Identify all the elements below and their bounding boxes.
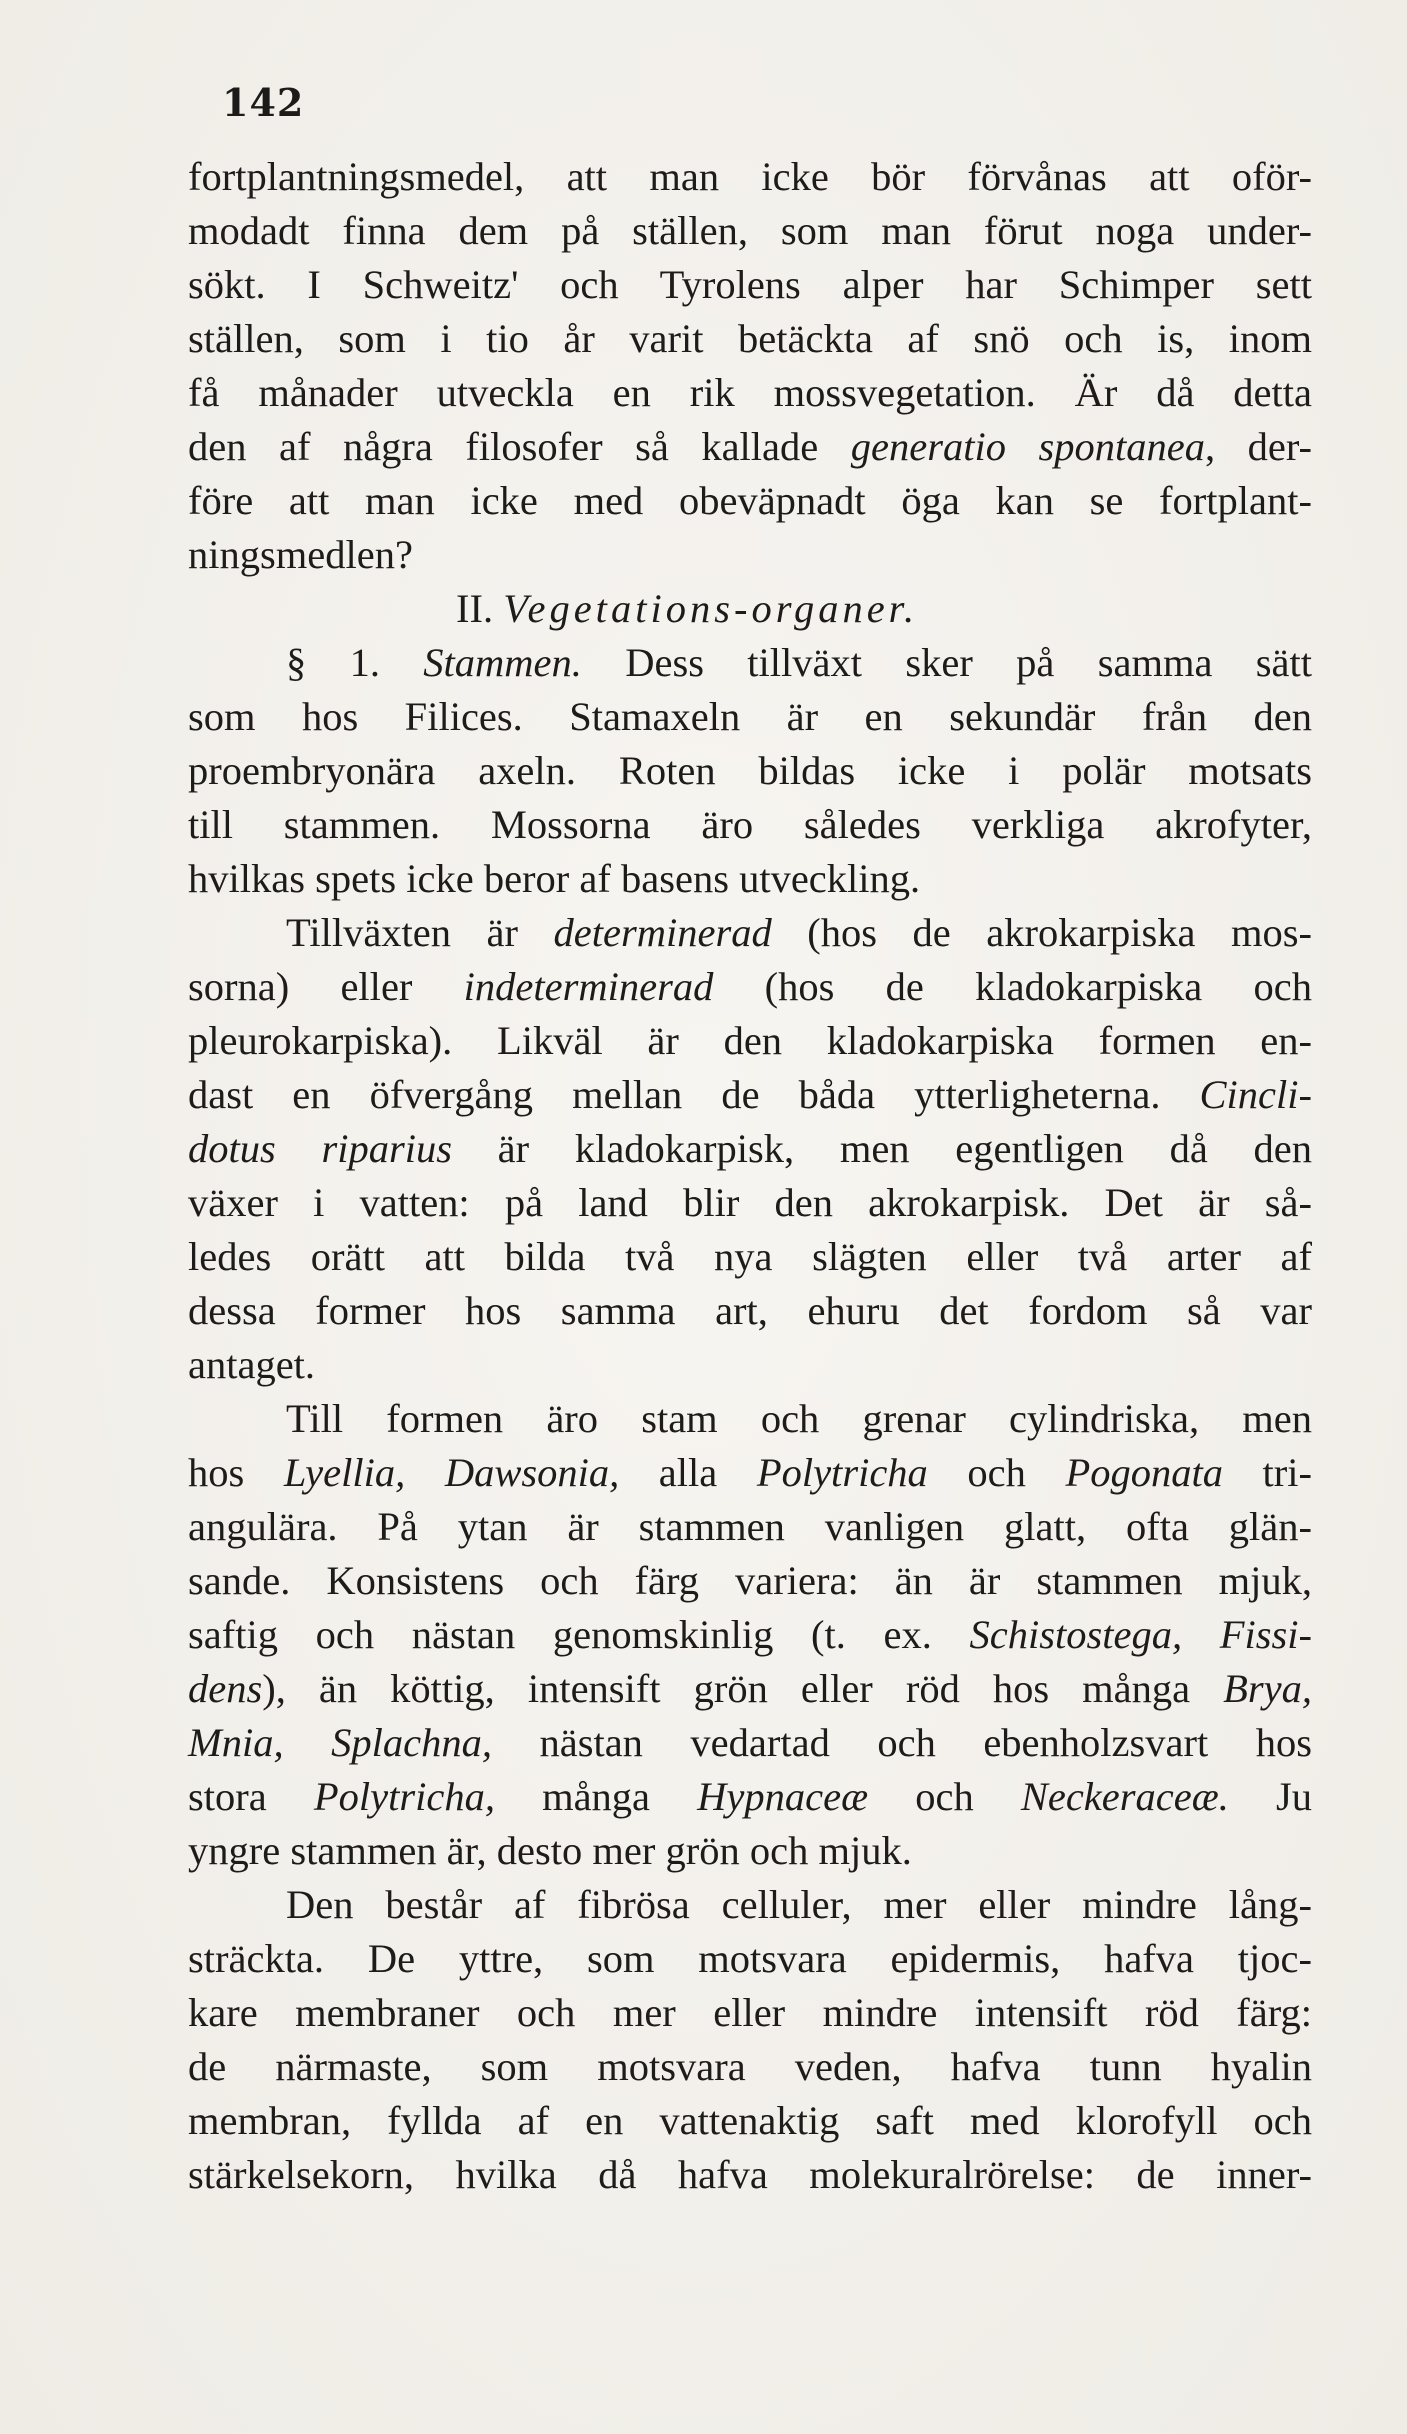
- text-segment: II.: [456, 586, 504, 631]
- body-text: [188, 150, 1312, 2202]
- text-line: [188, 1878, 1312, 1932]
- italic-text: Polytricha,: [313, 1774, 495, 1819]
- text-segment: Tillväxten är: [286, 910, 554, 955]
- text-line: [188, 1284, 1312, 1338]
- text-segment: yngre stammen är, desto mer grön och mjuk.: [188, 1828, 912, 1873]
- italic-text: determinerad: [553, 910, 772, 955]
- text-segment: ningsmedlen?: [188, 532, 413, 577]
- text-segment: antaget.: [188, 1342, 316, 1387]
- text-segment: fortplantningsmedel, att man icke bör förvånas att oför-: [188, 154, 1312, 199]
- text-line: [188, 258, 1312, 312]
- text-segment: angulära. På ytan är stammen vanligen glatt, ofta glän-: [188, 1504, 1312, 1549]
- text-segment: saftig och nästan genomskinlig (t. ex.: [188, 1612, 970, 1657]
- italic-text: generatio spontanea: [850, 424, 1205, 469]
- text-segment: dast en öfvergång mellan de båda ytterligheterna.: [188, 1072, 1200, 1117]
- text-line: [188, 1716, 1312, 1770]
- text-segment: (hos de akrokarpiska mos-: [771, 910, 1312, 955]
- text-line: [188, 1014, 1312, 1068]
- text-segment: , der-: [1204, 424, 1312, 469]
- text-segment: modadt finna dem på ställen, som man förut noga under-: [188, 208, 1312, 253]
- text-segment: § 1.: [286, 640, 424, 685]
- italic-text: Neckeraceæ.: [1020, 1774, 1229, 1819]
- italic-text: Polytricha: [756, 1450, 928, 1495]
- text-line: [188, 420, 1312, 474]
- text-segment: de närmaste, som motsvara veden, hafva tunn hyalin: [188, 2044, 1312, 2089]
- text-segment: hos: [188, 1450, 284, 1495]
- text-line: [188, 1392, 1312, 1446]
- text-line: [188, 474, 1312, 528]
- text-segment: många: [494, 1774, 698, 1819]
- italic-text: dens: [188, 1666, 263, 1711]
- text-line: [188, 1932, 1312, 1986]
- text-segment: få månader utveckla en rik mossvegetation. Är då detta: [188, 370, 1312, 415]
- text-segment: stora: [188, 1774, 314, 1819]
- text-segment: och: [868, 1774, 1021, 1819]
- text-segment: stärkelsekorn, hvilka då hafva molekuralrörelse: de inner-: [188, 2152, 1312, 2197]
- text-line: [188, 1446, 1312, 1500]
- text-line: [188, 852, 1312, 906]
- text-line: [188, 2040, 1312, 2094]
- text-segment: Ju: [1228, 1774, 1312, 1819]
- text-segment: som hos Filices. Stamaxeln är en sekundär från den: [188, 694, 1312, 739]
- text-segment: ställen, som i tio år varit betäckta af snö och is, inom: [188, 316, 1312, 361]
- text-line: [188, 1608, 1312, 1662]
- text-segment: dessa former hos samma art, ehuru det fordom så var: [188, 1288, 1312, 1333]
- text-line: [188, 1770, 1312, 1824]
- text-segment: proembryonära axeln. Roten bildas icke i polär motsats: [188, 748, 1312, 793]
- text-line: [188, 1500, 1312, 1554]
- text-line: [188, 366, 1312, 420]
- italic-text: Mnia, Splachna,: [188, 1720, 492, 1765]
- italic-text: Stammen.: [423, 640, 582, 685]
- text-segment: Till formen äro stam och grenar cylindriska, men: [286, 1396, 1312, 1441]
- text-line: [188, 1554, 1312, 1608]
- text-segment: Dess tillväxt sker på samma sätt: [581, 640, 1312, 685]
- italic-text: Vegetations-organer.: [503, 586, 919, 631]
- text-segment: är kladokarpisk, men egentligen då den: [451, 1126, 1312, 1171]
- text-line: [188, 744, 1312, 798]
- italic-text: Hypnaceæ: [697, 1774, 869, 1819]
- text-segment: ), än köttig, intensift grön eller röd hos många: [262, 1666, 1224, 1711]
- text-line: [188, 1338, 1312, 1392]
- text-segment: sökt. I Schweitz' och Tyrolens alper har Schimper sett: [188, 262, 1312, 307]
- text-segment: växer i vatten: på land blir den akrokarpisk. Det är så-: [188, 1180, 1312, 1225]
- text-segment: kare membraner och mer eller mindre intensift röd färg:: [188, 1990, 1312, 2035]
- italic-text: dotus riparius: [188, 1126, 452, 1171]
- text-segment: sträckta. De yttre, som motsvara epidermis, hafva tjoc-: [188, 1936, 1312, 1981]
- text-line: [188, 150, 1312, 204]
- text-segment: den af några filosofer så kallade: [188, 424, 851, 469]
- text-line: [188, 1068, 1312, 1122]
- text-line: [188, 1230, 1312, 1284]
- text-line: [188, 636, 1312, 690]
- text-segment: tri-: [1222, 1450, 1313, 1495]
- italic-text: Schistostega, Fissi-: [969, 1612, 1313, 1657]
- italic-text: Cincli-: [1199, 1072, 1312, 1117]
- text-line: [188, 528, 1312, 582]
- text-line: [188, 2148, 1312, 2202]
- italic-text: Pogonata: [1065, 1450, 1223, 1495]
- italic-text: indeterminerad: [463, 964, 714, 1009]
- section-heading: [188, 582, 1312, 636]
- text-segment: före att man icke med obeväpnadt öga kan se fortplant-: [188, 478, 1312, 523]
- text-segment: och: [927, 1450, 1066, 1495]
- text-line: [188, 798, 1312, 852]
- text-line: [188, 1986, 1312, 2040]
- text-line: [188, 1824, 1312, 1878]
- text-line: [188, 204, 1312, 258]
- text-segment: membran, fyllda af en vattenaktig saft med klorofyll och: [188, 2098, 1312, 2143]
- text-line: [188, 312, 1312, 366]
- text-segment: (hos de kladokarpiska och: [713, 964, 1312, 1009]
- text-line: [188, 960, 1312, 1014]
- page-number: 142: [222, 80, 305, 125]
- text-segment: sande. Konsistens och färg variera: än är stammen mjuk,: [188, 1558, 1312, 1603]
- text-line: [188, 1122, 1312, 1176]
- text-segment: till stammen. Mossorna äro således verkliga akrofyter,: [188, 802, 1312, 847]
- text-segment: ledes orätt att bilda två nya slägten eller två arter af: [188, 1234, 1312, 1279]
- italic-text: Brya,: [1223, 1666, 1312, 1711]
- text-line: [188, 1662, 1312, 1716]
- text-line: [188, 1176, 1312, 1230]
- text-line: [188, 906, 1312, 960]
- text-segment: nästan vedartad och ebenholzsvart hos: [491, 1720, 1312, 1765]
- text-line: [188, 2094, 1312, 2148]
- text-segment: hvilkas spets icke beror af basens utveckling.: [188, 856, 921, 901]
- text-line: [188, 690, 1312, 744]
- text-segment: sorna) eller: [188, 964, 464, 1009]
- text-segment: pleurokarpiska). Likväl är den kladokarpiska formen en-: [188, 1018, 1312, 1063]
- italic-text: Lyellia, Dawsonia,: [283, 1450, 620, 1495]
- text-segment: alla: [619, 1450, 757, 1495]
- text-segment: Den består af fibrösa celluler, mer eller mindre lång-: [286, 1882, 1312, 1927]
